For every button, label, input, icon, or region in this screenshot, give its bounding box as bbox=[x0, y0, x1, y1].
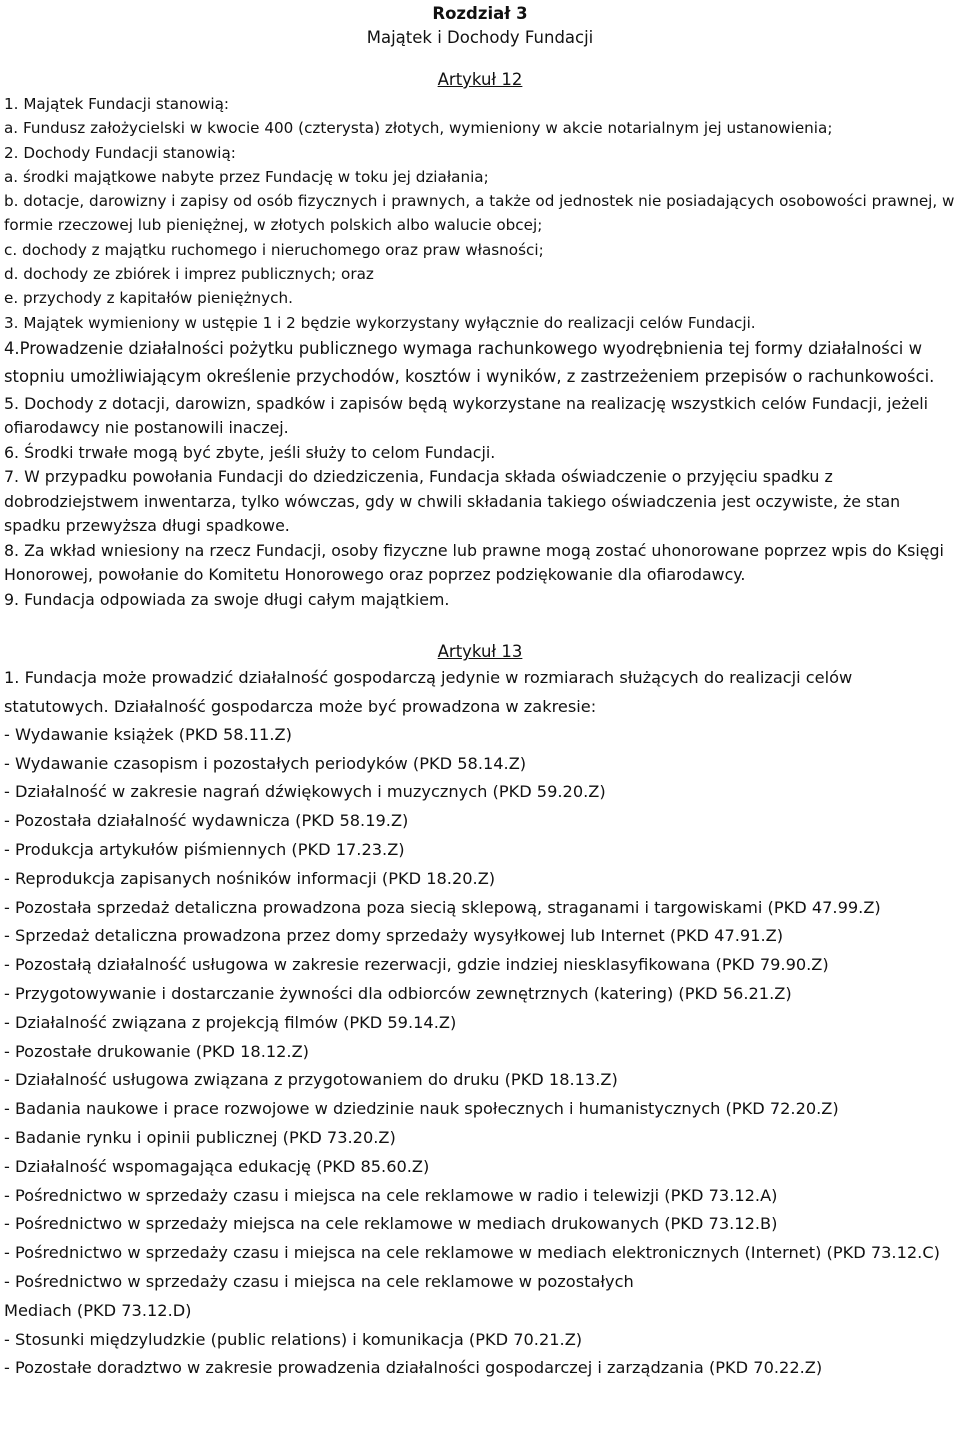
list-item: - Przygotowywanie i dostarczanie żywności dla odbiorców zewnętrznych (katering) (PKD 56.21.Z) bbox=[4, 984, 792, 1004]
list-item: - Badania naukowe i prace rozwojowe w dziedzinie nauk społecznych i humanistycznych (PKD 72.20.Z) bbox=[4, 1099, 839, 1119]
list-item: - Badanie rynku i opinii publicznej (PKD 73.20.Z) bbox=[4, 1128, 396, 1148]
list-item: - Pośrednictwo w sprzedaży miejsca na cele reklamowe w mediach drukowanych (PKD 73.12.B) bbox=[4, 1214, 778, 1234]
list-item: - Działalność związana z projekcją filmów (PKD 59.14.Z) bbox=[4, 1012, 457, 1032]
document-page bbox=[4, 0, 956, 1383]
paragraph-6: 6. Środki trwałe mogą być zbyte, jeśli służy to celom Fundacji. bbox=[4, 442, 496, 462]
list-item: Mediach (PKD 73.12.D) bbox=[4, 1300, 192, 1320]
chapter-subtitle: Majątek i Dochody Fundacji bbox=[366, 28, 594, 47]
article-13-intro: 1. Fundacja może prowadzić działalność gospodarczą jedynie w rozmiarach służących do realizacji celów statutowych. Działalność gospodarcza może być prowadzona w zakresie: bbox=[4, 668, 853, 716]
list-item: - Pozostałą działalność usługowa w zakresie rezerwacji, gdzie indziej niesklasyfikowana (PKD 79.90.Z) bbox=[4, 955, 829, 975]
paragraph-2c: c. dochody z majątku ruchomego i nieruchomego oraz praw własności; bbox=[4, 240, 544, 259]
list-item: - Pośrednictwo w sprzedaży czasu i miejsca na cele reklamowe w mediach elektronicznych (Internet) (PKD 73.12.C) bbox=[4, 1243, 940, 1263]
list-item: - Wydawanie książek (PKD 58.11.Z) bbox=[4, 724, 292, 744]
article-13-heading: Artykuł 13 bbox=[437, 642, 523, 662]
paragraph-2a: a. środki majątkowe nabyte przez Fundację w toku jej działania; bbox=[4, 167, 489, 186]
list-item: - Pozostała działalność wydawnicza (PKD 58.19.Z) bbox=[4, 811, 409, 831]
paragraph-2d: d. dochody ze zbiórek i imprez publicznych; oraz bbox=[4, 265, 374, 284]
paragraph-2: 2. Dochody Fundacji stanowią: bbox=[4, 143, 236, 162]
list-item: - Wydawanie czasopism i pozostałych periodyków (PKD 58.14.Z) bbox=[4, 753, 527, 773]
paragraph-3: 3. Majątek wymieniony w ustępie 1 i 2 będzie wykorzystany wyłącznie do realizacji celów Fundacji. bbox=[4, 313, 756, 332]
paragraph-2b: b. dotacje, darowizny i zapisy od osób fizycznych i prawnych, a także od jednostek nie posiadających osobowości prawnej, w formie rzeczowej lub pieniężnej, w złotych polskich albo walucie obcej; bbox=[4, 192, 955, 235]
paragraph-1: 1. Majątek Fundacji stanowią: bbox=[4, 95, 230, 113]
list-item: - Reprodukcja zapisanych nośników informacji (PKD 18.20.Z) bbox=[4, 868, 496, 888]
article-13-body bbox=[4, 664, 956, 1383]
list-item: - Pośrednictwo w sprzedaży czasu i miejsca na cele reklamowe w pozostałych bbox=[4, 1272, 634, 1292]
list-item: - Działalność w zakresie nagrań dźwiękowych i muzycznych (PKD 59.20.Z) bbox=[4, 782, 606, 802]
list-item: - Pośrednictwo w sprzedaży czasu i miejsca na cele reklamowe w radio i telewizji (PKD 73.12.A) bbox=[4, 1185, 778, 1205]
list-item: - Pozostałe doradztwo w zakresie prowadzenia działalności gospodarczej i zarządzania (PKD 70.22.Z) bbox=[4, 1358, 823, 1378]
list-item: - Działalność wspomagająca edukację (PKD 85.60.Z) bbox=[4, 1156, 430, 1176]
list-item: - Sprzedaż detaliczna prowadzona przez domy sprzedaży wysyłkowej lub Internet (PKD 47.91.Z) bbox=[4, 926, 784, 946]
paragraph-7: 7. W przypadku powołania Fundacji do dziedziczenia, Fundacja składa oświadczenie o przyjęciu spadku z dobrodziejstwem inwentarza, tylko wówczas, gdy w chwili składania takiego oświadczenia jest oczywiste, że stan spadku przewyższa długi spadkowe. bbox=[4, 467, 901, 536]
paragraph-1a: a. Fundusz założycielski w kwocie 400 (czterysta) złotych, wymieniony w akcie notarialnym jej ustanowienia; bbox=[4, 119, 833, 138]
chapter-header bbox=[4, 2, 956, 50]
list-item: - Pozostałe drukowanie (PKD 18.12.Z) bbox=[4, 1041, 309, 1061]
article-12-heading: Artykuł 12 bbox=[437, 70, 523, 89]
list-item: - Stosunki międzyludzkie (public relations) i komunikacja (PKD 70.21.Z) bbox=[4, 1329, 583, 1349]
paragraph-4: 4.Prowadzenie działalności pożytku publicznego wymaga rachunkowego wyodrębnienia tej formy działalności w stopniu umożliwiającym określenie przychodów, kosztów i wyników, z zastrzeżeniem przepisów o rachunkowości. bbox=[4, 338, 935, 387]
list-item: - Produkcja artykułów piśmiennych (PKD 17.23.Z) bbox=[4, 840, 405, 860]
paragraph-5: 5. Dochody z dotacji, darowizn, spadków i zapisów będą wykorzystane na realizację wszystkich celów Fundacji, jeżeli ofiarodawcy nie postanowili inaczej. bbox=[4, 393, 929, 438]
article-12-body bbox=[4, 92, 956, 612]
paragraph-8: 8. Za wkład wniesiony na rzecz Fundacji, osoby fizyczne lub prawne mogą zostać uhonorowane poprzez wpis do Księgi Honorowej, powołanie do Komitetu Honorowego oraz poprzez podziękowanie dla ofiarodawcy. bbox=[4, 540, 944, 585]
chapter-title: Rozdział 3 bbox=[432, 4, 528, 23]
list-item: - Pozostała sprzedaż detaliczna prowadzona poza siecią sklepową, straganami i targowiskami (PKD 47.99.Z) bbox=[4, 897, 881, 917]
paragraph-9: 9. Fundacja odpowiada za swoje długi całym majątkiem. bbox=[4, 589, 450, 609]
paragraph-2e: e. przychody z kapitałów pieniężnych. bbox=[4, 289, 293, 308]
list-item: - Działalność usługowa związana z przygotowaniem do druku (PKD 18.13.Z) bbox=[4, 1070, 618, 1090]
